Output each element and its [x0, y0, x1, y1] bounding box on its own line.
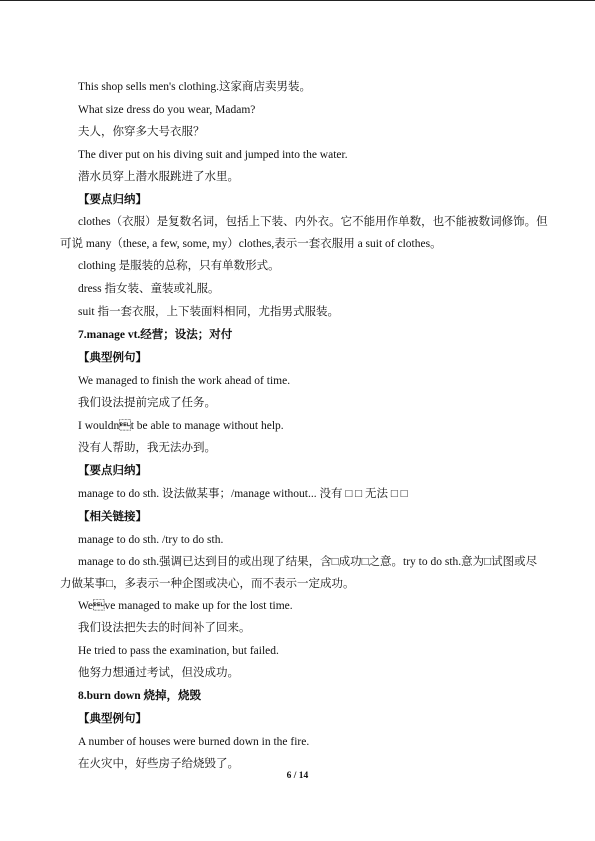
- page-number: 6 / 14: [286, 771, 309, 781]
- example-sentence: This shop sells men's clothing.这家商店卖男装。: [78, 81, 312, 93]
- section-heading-examples: 【典型例句】: [78, 713, 147, 725]
- entry-heading-manage: 7.manage vt.经营；设法；对付: [78, 329, 233, 341]
- example-sentence: We managed to finish the work ahead of time.: [78, 375, 291, 387]
- entry-heading-burn-down: 8.burn down 烧掉，烧毁: [78, 690, 202, 702]
- section-heading-summary: 【要点归纳】: [78, 194, 147, 206]
- example-sentence: I wouldnt be able to manage without help.: [78, 420, 284, 432]
- example-sentence: He tried to pass the examination, but failed.: [78, 645, 279, 657]
- example-sentence: A number of houses were burned down in the fire.: [78, 736, 310, 748]
- section-heading-related: 【相关链接】: [78, 511, 147, 523]
- example-translation: 夫人，你穿多大号衣服？: [78, 126, 205, 138]
- example-translation: 在火灾中，好些房子给烧毁了。: [78, 758, 239, 770]
- example-sentence: What size dress do you wear, Madam?: [78, 104, 256, 116]
- summary-line: suit 指一套衣服，上下装面料相同，尤指男式服装。: [78, 306, 339, 318]
- example-sentence: Weve managed to make up for the lost time.: [78, 600, 293, 612]
- example-translation: 我们设法提前完成了任务。: [78, 397, 216, 409]
- section-heading-summary: 【要点归纳】: [78, 465, 147, 477]
- example-translation: 我们设法把失去的时间补了回来。: [78, 622, 251, 634]
- example-translation: 他努力想通过考试，但没成功。: [78, 667, 239, 679]
- example-translation: 潜水员穿上潜水服跳进了水里。: [78, 171, 239, 183]
- summary-line: manage to do sth. 设法做某事；/manage without... 没有 □ □ 无法 □ □: [78, 488, 408, 500]
- related-paragraph: manage to do sth.强调已达到目的或出现了结果，含□成功□之意。try to do sth.意为□试图或尽力做某事□，多表示一种企图或决心，而不表示一定成功。: [60, 556, 538, 590]
- example-sentence: The diver put on his diving suit and jumped into the water.: [78, 149, 348, 161]
- related-line: manage to do sth. /try to do sth.: [78, 534, 224, 546]
- example-translation: 没有人帮助，我无法办到。: [78, 442, 216, 454]
- section-heading-examples: 【典型例句】: [78, 352, 147, 364]
- summary-line: clothing 是服装的总称，只有单数形式。: [78, 260, 280, 272]
- document-body: [60, 76, 548, 771]
- page-top-rule: [0, 0, 595, 1]
- summary-line: dress 指女装、童装或礼服。: [78, 283, 220, 295]
- summary-paragraph: clothes（衣服）是复数名词，包括上下装、内外衣。它不能用作单数，也不能被数词修饰。但可说 many（these, a few, some, my）clothes,表示一套衣服用 a suit of clothes。: [60, 216, 548, 250]
